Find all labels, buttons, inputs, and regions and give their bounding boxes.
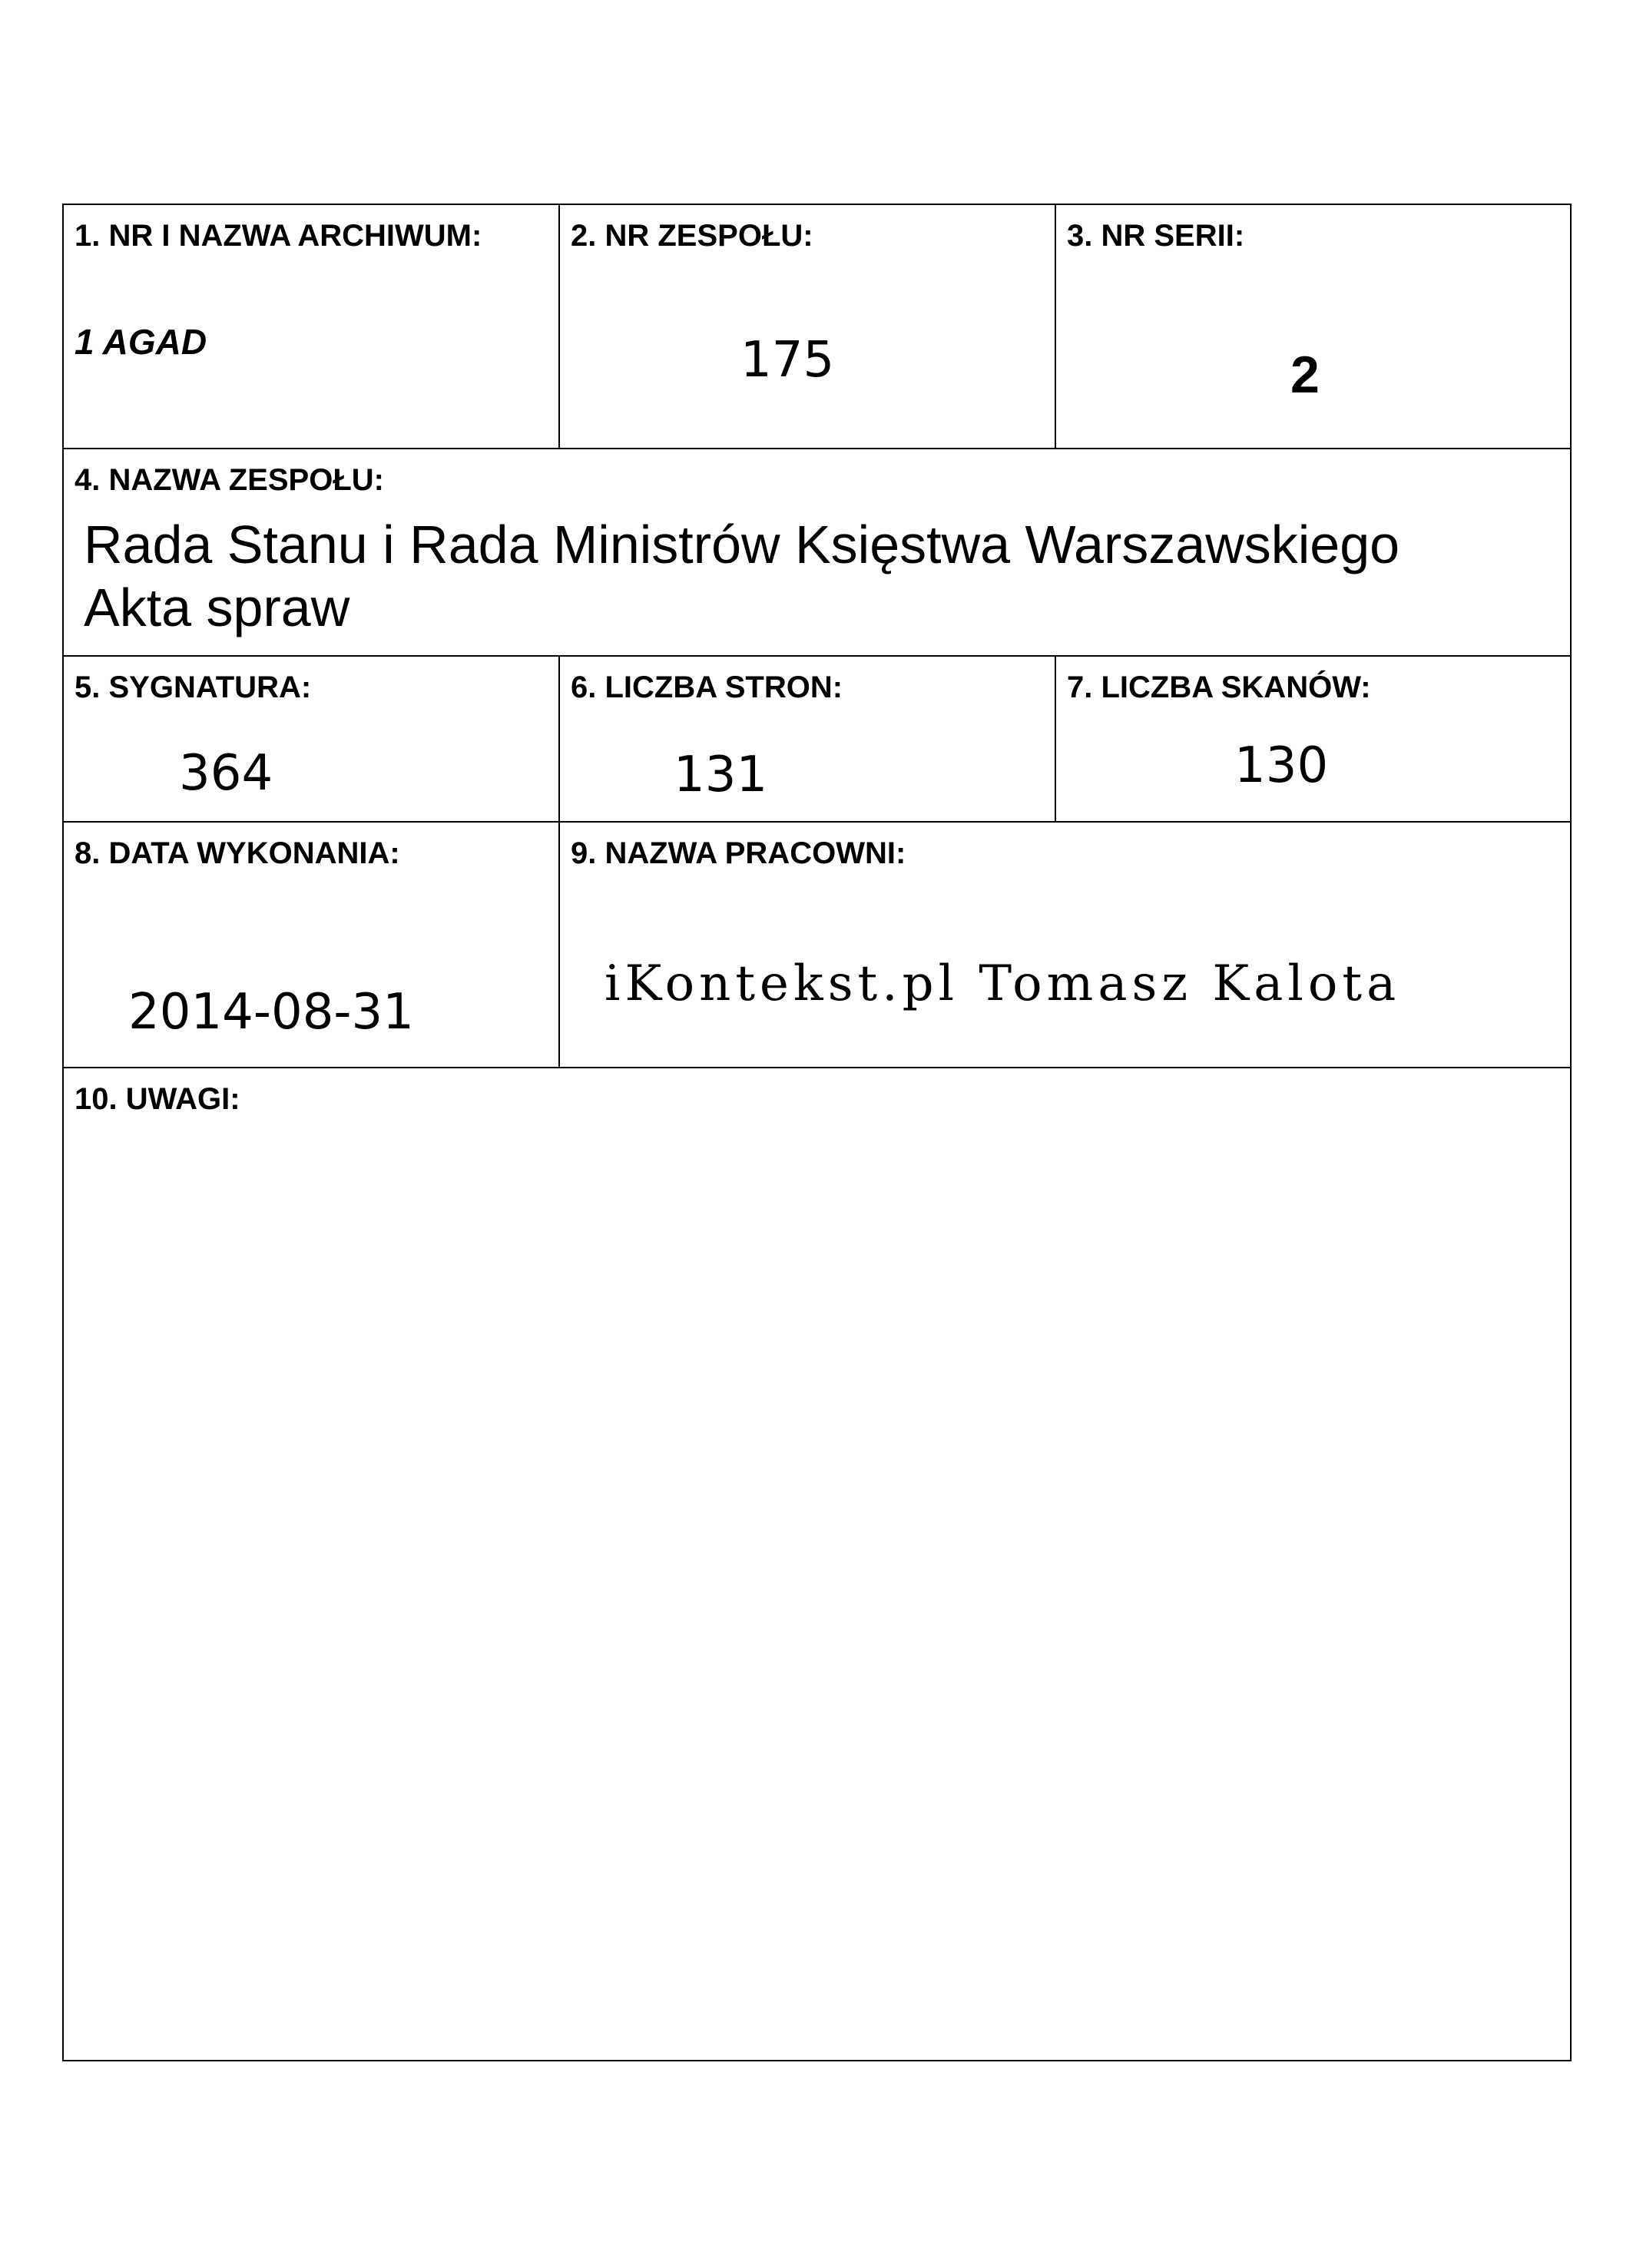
signature-label: 5. SYGNATURA: bbox=[75, 670, 312, 704]
series-number-label: 3. NR SERII: bbox=[1067, 219, 1245, 253]
cell-series-number bbox=[1055, 204, 1572, 449]
cell-workshop bbox=[558, 821, 1572, 1068]
notes-label: 10. UWAGI: bbox=[75, 1082, 240, 1116]
cell-fonds-name bbox=[62, 448, 1572, 657]
cell-scan-count bbox=[1055, 655, 1572, 823]
series-number-value: 2 bbox=[1290, 346, 1320, 404]
scan-count-value: 130 bbox=[1234, 737, 1329, 794]
cell-archive bbox=[62, 204, 560, 449]
workshop-label: 9. NAZWA PRACOWNI: bbox=[571, 836, 906, 870]
fonds-number-value: 175 bbox=[740, 332, 835, 389]
page-count-label: 6. LICZBA STRON: bbox=[571, 670, 843, 704]
fonds-number-label: 2. NR ZESPOŁU: bbox=[571, 219, 813, 253]
cell-fonds-number bbox=[558, 204, 1056, 449]
fonds-name-line1: Rada Stanu i Rada Ministrów Księstwa Warszawskiego bbox=[84, 515, 1400, 574]
cell-notes bbox=[62, 1067, 1572, 2061]
workshop-value: iKontekst.pl Tomasz Kalota bbox=[605, 955, 1401, 1012]
scan-count-label: 7. LICZBA SKANÓW: bbox=[1067, 670, 1371, 704]
archive-value: 1 AGAD bbox=[75, 322, 207, 362]
date-value: 2014-08-31 bbox=[128, 984, 414, 1041]
archive-label: 1. NR I NAZWA ARCHIWUM: bbox=[75, 219, 482, 253]
fonds-name-line2: Akta spraw bbox=[84, 578, 350, 637]
date-label: 8. DATA WYKONANIA: bbox=[75, 836, 400, 870]
signature-value: 364 bbox=[179, 745, 273, 802]
page-count-value: 131 bbox=[674, 747, 768, 803]
cell-page-count bbox=[558, 655, 1056, 823]
cell-date bbox=[62, 821, 560, 1068]
fonds-name-label: 4. NAZWA ZESPOŁU: bbox=[75, 463, 384, 497]
cell-signature bbox=[62, 655, 560, 823]
